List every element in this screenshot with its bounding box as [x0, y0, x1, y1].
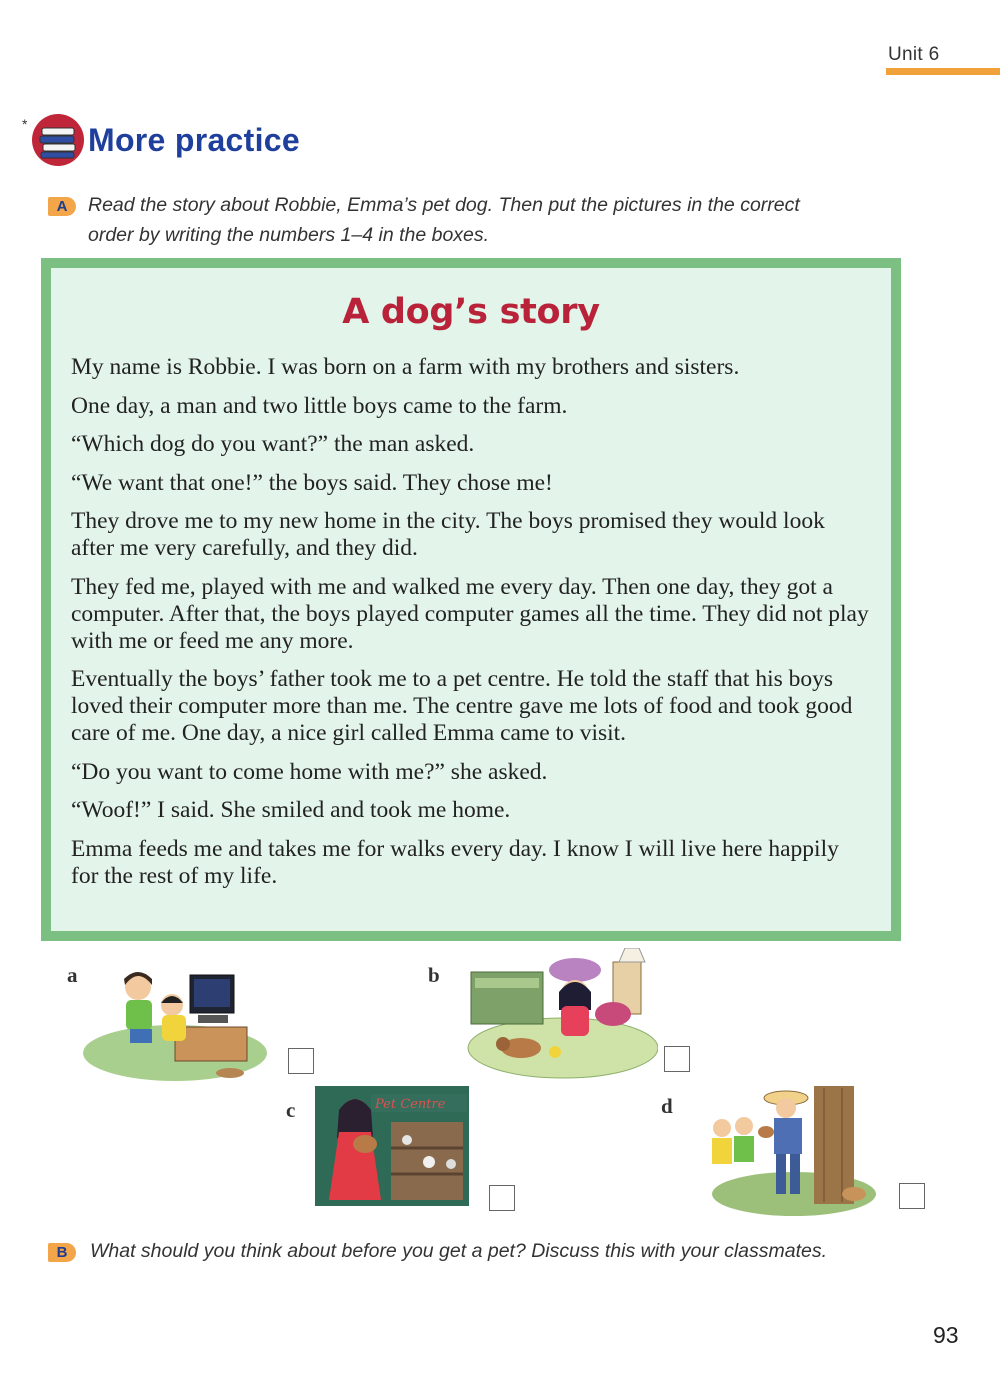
story-paragraph: They drove me to my new home in the city. The boys promised they would look after me very carefully, and they did. [71, 508, 825, 561]
picture-a-kids-computer [80, 965, 272, 1085]
story-paragraph: “We want that one!” the boys said. They chose me! [71, 469, 553, 496]
answer-box-b[interactable] [664, 1046, 690, 1072]
story-paragraph: “Do you want to come home with me?” she asked. [71, 758, 548, 785]
story-text [71, 354, 871, 901]
task-a-badge: A [48, 197, 76, 216]
picture-b-girl-with-puppy [463, 948, 658, 1080]
page-number: 93 [933, 1322, 959, 1348]
story-paragraph: “Woof!” I said. She smiled and took me home. [71, 797, 511, 823]
unit-label: Unit 6 [888, 44, 940, 65]
picture-a-label: a [67, 963, 78, 987]
task-a-instruction-line2: order by writing the numbers 1–4 in the boxes. [88, 224, 490, 246]
story-paragraph: One day, a man and two little boys came to the farm. [71, 392, 568, 419]
task-b-badge: B [48, 1243, 76, 1262]
picture-d-farm-visit [704, 1082, 879, 1218]
story-panel [51, 268, 891, 931]
picture-c-label: c [286, 1098, 296, 1122]
books-icon [30, 112, 86, 168]
task-a-instruction-line1: Read the story about Robbie, Emma’s pet dog. Then put the pictures in the correct [88, 194, 800, 216]
story-paragraph: Emma feeds me and takes me for walks every day. I know I will live here happily for the rest of my life. [71, 835, 839, 889]
pet-centre-sign: Pet Centre [375, 1097, 446, 1112]
story-paragraph: “Which dog do you want?” the man asked. [71, 431, 475, 457]
picture-c-pet-centre [311, 1082, 471, 1210]
task-b-instruction: What should you think about before you get a pet? Discuss this with your classmates. [90, 1240, 828, 1262]
story-paragraph: They fed me, played with me and walked me every day. Then one day, they got a computer. After that, the boys played computer games all the time. They did not play with me or feed me any more. [71, 573, 869, 654]
answer-box-d[interactable] [899, 1183, 925, 1209]
picture-b-label: b [428, 963, 440, 987]
answer-box-c[interactable] [489, 1185, 515, 1211]
unit-bar [886, 68, 1000, 75]
story-box [41, 258, 901, 941]
picture-d-label: d [661, 1094, 673, 1118]
section-title: More practice [88, 122, 300, 158]
story-paragraph: Eventually the boys’ father took me to a pet centre. He told the staff that his boys loved their computer more than me. The centre gave me lots of food and took good care of me. One day, a nice girl called Emma came to visit. [71, 666, 853, 746]
star-mark: * [22, 116, 28, 132]
story-paragraph: My name is Robbie. I was born on a farm with my brothers and sisters. [71, 354, 740, 380]
story-title: A dog’s story [342, 292, 600, 332]
answer-box-a[interactable] [288, 1048, 314, 1074]
